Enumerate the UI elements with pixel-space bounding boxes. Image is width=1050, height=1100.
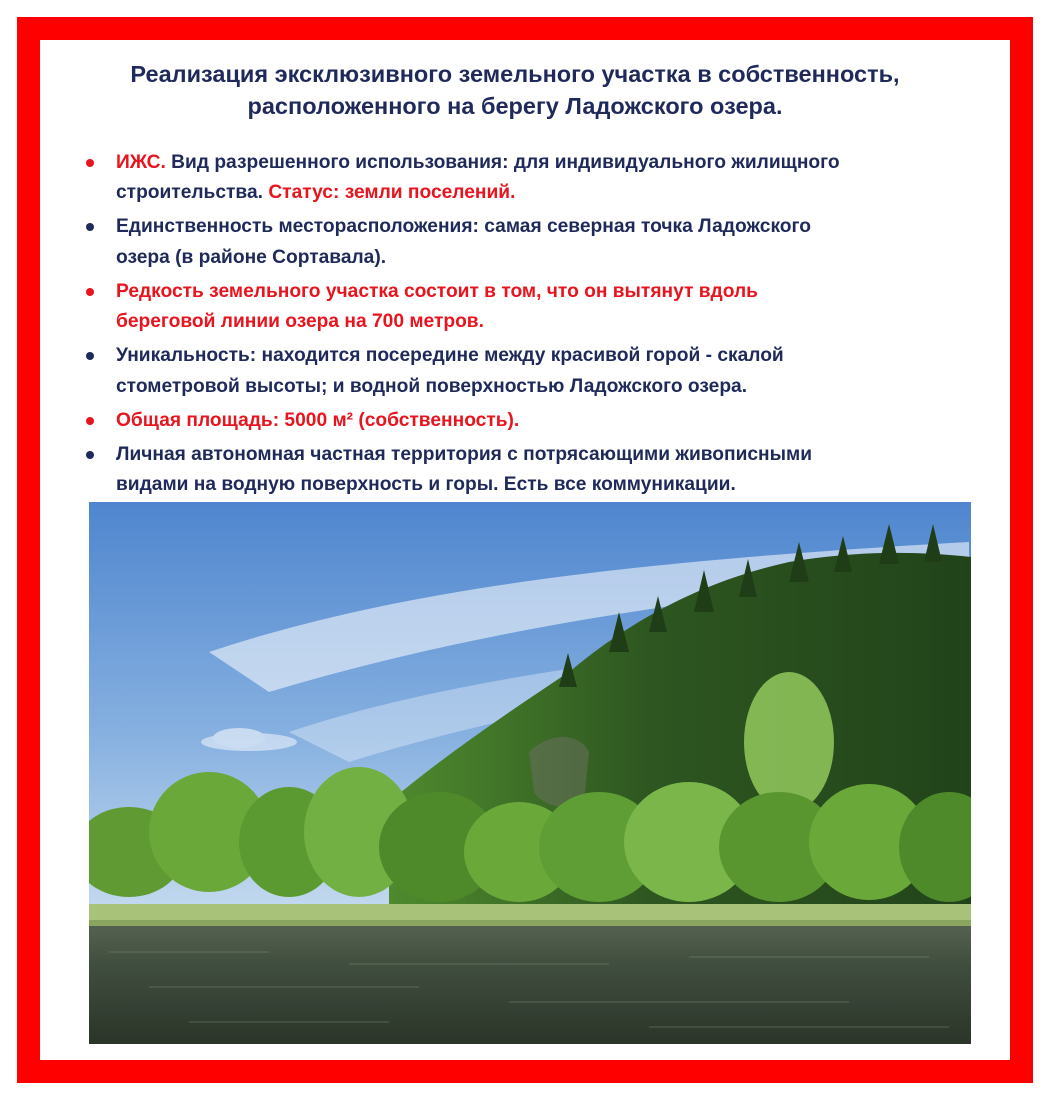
list-item [82, 212, 962, 273]
list-item [82, 277, 962, 338]
bullet-dot-icon [86, 288, 94, 296]
feature-list [82, 148, 962, 504]
list-item [82, 406, 962, 436]
usage-text: Вид разрешенного использования: для индивидуального жилищного [165, 152, 840, 173]
list-item-line [116, 178, 962, 208]
list-item-line [116, 148, 962, 178]
list-item-line: Общая площадь: 5000 м² (собственность). [116, 409, 520, 431]
title-line-1: Реализация эксклюзивного земельного участка в собственность, [130, 61, 900, 87]
list-item-line: Уникальность: находится посередине между красивой горой - скалой [116, 345, 784, 367]
status-text: Статус: земли поселений. [268, 182, 516, 204]
list-item-line: Личная автономная частная территория с потрясающими живописными [116, 443, 813, 465]
usage-text-cont: строительства. [116, 182, 269, 204]
list-item [82, 341, 962, 402]
page-title [40, 58, 990, 122]
list-item-line: береговой линии озера на 700 метров. [116, 311, 484, 333]
list-item-line: озера (в районе Сортавала). [116, 246, 387, 268]
title-line-2: расположенного на берегу Ладожского озера. [247, 93, 783, 119]
bullet-dot-icon [86, 352, 94, 360]
list-item [82, 440, 962, 501]
izhs-label: ИЖС. [116, 152, 166, 173]
bullet-dot-icon [86, 159, 94, 167]
list-item [82, 148, 962, 209]
bullet-dot-icon [86, 417, 94, 425]
lake-shore-forest-photo [89, 502, 971, 1044]
list-item-line: стометровой высоты; и водной поверхностью Ладожского озера. [116, 375, 748, 397]
list-item-line: Редкость земельного участка состоит в том, что он вытянут вдоль [116, 280, 758, 302]
list-item-line: видами на водную поверхность и горы. Есть все коммуникации. [116, 474, 736, 496]
bullet-dot-icon [86, 223, 94, 231]
list-item-line: Единственность месторасположения: самая северная точка Ладожского [116, 216, 811, 238]
bullet-dot-icon [86, 451, 94, 459]
lake-water [89, 926, 971, 1044]
